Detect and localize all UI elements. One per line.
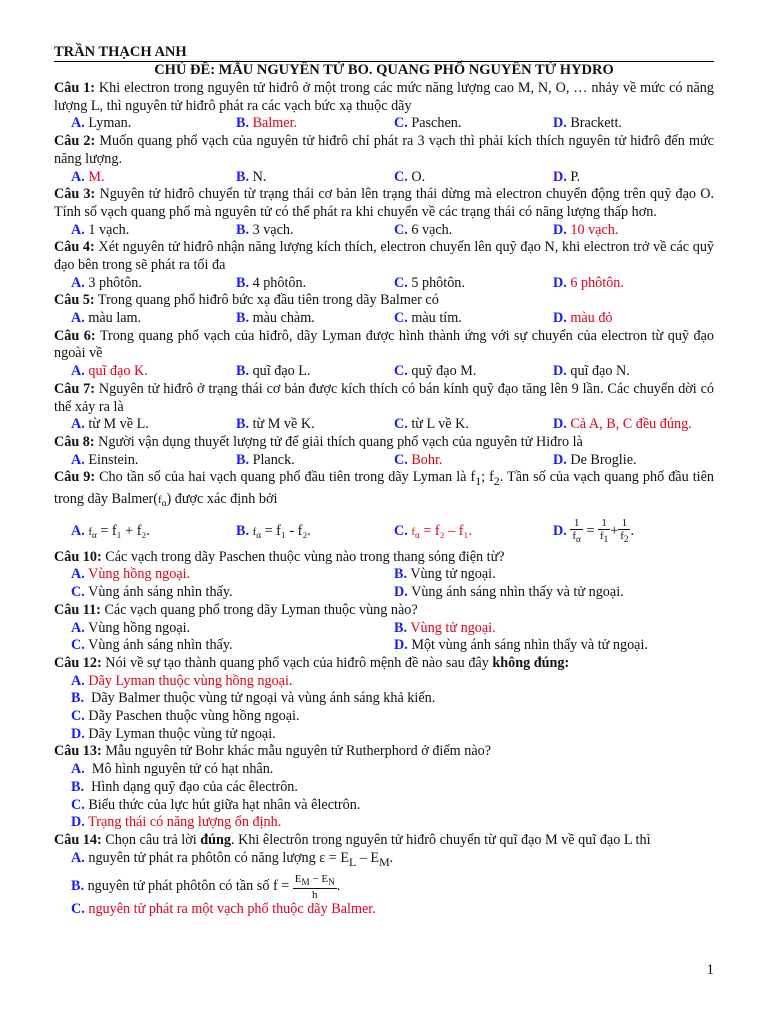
options-row	[54, 275, 714, 293]
page-number: 1	[706, 962, 714, 978]
option-d: D. Vùng ánh sáng nhìn thấy và tử ngoại.	[394, 584, 624, 601]
option-c: C. từ L về K.	[394, 416, 469, 433]
option-d: D. 10 vạch.	[553, 221, 619, 238]
option-b: B. nguyên tử phát phôtôn có tần số f = $\frac{E_M - E_N}{h}$ .	[71, 872, 341, 902]
options-row	[54, 363, 714, 381]
options-row	[54, 513, 714, 549]
question-text: Mẫu nguyên tử Bohr khác mẫu nguyên tử Rutherphord ở điểm nào?	[105, 743, 492, 760]
option-c: C. Bohr.	[394, 451, 443, 468]
option-a: A. nguyên tử phát ra phôtôn có năng lượng $\varepsilon = E_L - E_M$.	[71, 849, 394, 869]
option-b: B. 4 phôtôn.	[236, 274, 307, 291]
option-d: D. Trạng thái có năng lượng ổn định.	[71, 814, 282, 831]
option-c: C. màu tím.	[394, 310, 462, 327]
question-number: Câu 10:	[54, 548, 102, 565]
options-row	[54, 452, 714, 470]
option-d: D. De Broglie.	[553, 451, 637, 468]
option-c: C. Vùng ánh sáng nhìn thấy.	[71, 637, 233, 654]
option-a: A. từ M về L.	[71, 416, 149, 433]
option-c: C. nguyên tử phát ra một vạch phổ thuộc dãy Balmer.	[71, 901, 376, 918]
question-number: Câu 11:	[54, 601, 101, 618]
question-text: Nguyên tử hiđrô chuyển từ trạng thái cơ bản lên trạng thái dừng mà electron chuyển động trên quỹ đạo O. Tính số vạch quang phổ mà nguyên tử có thể phát ra khi chuyển về các trạng thái có năng lượng thấp hơn.	[54, 186, 714, 220]
question-2	[54, 133, 714, 168]
question-text: Các vạch quang phổ trong dãy Lyman thuộc vùng nào?	[104, 601, 418, 618]
question-number: Câu 7:	[54, 380, 95, 397]
option-a: A. 1 vạch.	[71, 221, 130, 238]
question-number: Câu 6:	[54, 327, 96, 344]
option-a: A. M.	[71, 168, 105, 185]
question-8	[54, 434, 714, 452]
option-d: D. Một vùng ánh sáng nhìn thấy và tử ngoại.	[394, 637, 648, 654]
options-row	[54, 416, 714, 434]
fraction-energy: $\frac{E_M - E_N}{h}$	[294, 872, 335, 902]
question-text: Muốn quang phổ vạch của nguyên tử hiđrô chỉ phát ra 3 vạch thì phải kích thích nguyên tử hiđrô đến mức năng lượng.	[54, 133, 714, 167]
option-c: C. Paschen.	[394, 115, 462, 132]
option-b: B. Vùng tử ngoại.	[394, 566, 496, 583]
fraction-falpha: $\frac{1}{f_\alpha}$	[572, 517, 581, 545]
question-12: Câu 12: Nói về sự tạo thành quang phổ vạch của hiđrô mệnh đề nào sau đây không đúng:	[54, 654, 570, 671]
options-row	[54, 169, 714, 187]
option-c: C. O.	[394, 168, 426, 185]
question-number: Câu 2:	[54, 133, 96, 150]
question-number: Câu 9:	[54, 469, 96, 486]
question-number: Câu 12:	[54, 654, 102, 671]
option-d: D. Brackett.	[553, 115, 622, 132]
document-title: CHỦ ĐỀ: MẪU NGUYÊN TỬ BO. QUANG PHỔ NGUYÊN TỬ HYDRO	[154, 62, 614, 78]
option-a: A. Lyman.	[71, 115, 132, 132]
option-b: B. Balmer.	[236, 115, 298, 132]
question-number: Câu 1:	[54, 80, 95, 96]
question-text: Xét nguyên tử hiđrô nhận năng lượng kích thích, electron chuyển lên quỹ đạo N, khi electron trở về các quỹ đạo bên trong sẽ phát ra tối đa	[54, 239, 715, 273]
question-7	[54, 381, 714, 416]
option-b: B. N.	[236, 168, 267, 185]
option-d: D. Cả A, B, C đều đúng.	[553, 416, 692, 433]
option-a: A. màu lam.	[71, 310, 142, 327]
question-text: Người vận dụng thuyết lượng tử để giải thích quang phổ vạch của nguyên tử Hiđro là	[98, 433, 583, 450]
question-6	[54, 328, 714, 363]
option-c: C. 6 vạch.	[394, 221, 453, 238]
option-d: D. P.	[553, 168, 581, 185]
options-row	[54, 566, 714, 584]
question-3	[54, 186, 714, 221]
option-c: C. Vùng ánh sáng nhìn thấy.	[71, 584, 233, 601]
document-page	[54, 44, 714, 919]
question-number: Câu 14:	[54, 831, 102, 848]
option-b: B. Dãy Balmer thuộc vùng tử ngoại và vùng ánh sáng khả kiến.	[71, 690, 436, 707]
option-b: B. từ M về K.	[236, 416, 315, 433]
option-d: D. Dãy Lyman thuộc vùng tử ngoại.	[71, 725, 276, 742]
question-text: Nói về sự tạo thành quang phổ vạch của hiđrô mệnh đề nào sau đây	[105, 654, 489, 671]
question-1	[54, 80, 714, 115]
option-b: B. Vùng tử ngoại.	[394, 619, 496, 636]
option-a: A. Einstein.	[71, 451, 139, 468]
option-a: A. quĩ đạo K.	[71, 363, 148, 380]
question-10	[54, 549, 714, 567]
option-c: C. Biểu thức của lực hút giữa hạt nhân và êlectrôn.	[71, 796, 361, 813]
option-b: B. $f_\alpha = f_1 - f_2$.	[236, 522, 311, 540]
options-row	[54, 310, 714, 328]
question-5	[54, 292, 714, 310]
option-b: B. 3 vạch.	[236, 221, 294, 238]
option-b: B. Planck.	[236, 451, 295, 468]
question-number: Câu 3:	[54, 186, 96, 203]
question-9: Câu 9: Cho tần số của hai vạch quang phổ đầu tiên trong dãy Lyman là $f_1$; $f_2$. Tần số của vạch quang phổ đầu tiên trong dãy $Balmer(f_\alpha)$ được xác định bởi	[54, 469, 714, 509]
options-row	[54, 584, 714, 602]
option-d: D. quĩ đạo N.	[553, 363, 630, 380]
fraction-f1: $\frac{1}{f_1}$	[599, 517, 609, 545]
option-c: C. $f_\alpha = f_2 - f_1$.	[394, 522, 472, 540]
author-name: TRẦN THẠCH ANH	[54, 44, 187, 60]
option-a: A. Vùng hồng ngoại.	[71, 566, 191, 583]
question-4	[54, 239, 714, 274]
option-b: B. quĩ đạo L.	[236, 363, 311, 380]
question-11	[54, 602, 714, 620]
option-d: D. $\frac{1}{f_\alpha}$ = $\frac{1}{f_1}$ + $\frac{1}{f_2}$ .	[553, 517, 634, 545]
question-text: Nguyên tử hiđrô ở trạng thái cơ bản được kích thích có bán kính quỹ đạo tăng lên 9 lần. Các chuyển dời có thể xảy ra là	[54, 380, 715, 415]
question-14: Câu 14: Chọn câu trả lời đúng. Khi êlectrôn trong nguyên tử hiđrô chuyển từ quĩ đạo M về quĩ đạo L thì	[54, 831, 651, 848]
options-row	[54, 620, 714, 638]
option-c: C. Dãy Paschen thuộc vùng hồng ngoại.	[71, 708, 300, 725]
question-text: Khi electron trong nguyên tử hiđrô ở một trong các mức năng lượng cao M, N, O, … nhảy về mức có năng lượng L, thì nguyên tử hiđrô phát ra các vạch bức xạ thuộc dãy	[54, 80, 714, 114]
question-number: Câu 5:	[54, 292, 95, 309]
options-row	[54, 115, 714, 133]
option-d: D. 6 phôtôn.	[553, 274, 624, 291]
question-number: Câu 13:	[54, 743, 102, 760]
question-number: Câu 8:	[54, 433, 95, 450]
option-a: A. Mô hình nguyên tử có hạt nhân.	[71, 761, 274, 778]
option-c: C. quỹ đạo M.	[394, 363, 477, 380]
option-c: C. 5 phôtôn.	[394, 274, 465, 291]
option-d: D. màu đỏ	[553, 310, 613, 327]
question-number: Câu 4:	[54, 239, 95, 256]
question-text: Trong quang phổ hiđrô bức xạ đầu tiên trong dãy Balmer có	[97, 292, 439, 309]
option-a: A. Dãy Lyman thuộc vùng hồng ngoại.	[71, 672, 293, 689]
question-text: Các vạch trong dãy Paschen thuộc vùng nào trong thang sóng điện từ?	[105, 548, 505, 565]
option-b: B. Hình dạng quỹ đạo của các êlectrôn.	[71, 778, 298, 795]
fraction-f2: $\frac{1}{f_2}$	[620, 517, 629, 545]
option-a: A. 3 phôtôn.	[71, 274, 142, 291]
options-row	[54, 222, 714, 240]
question-text: Trong quang phổ vạch của hiđrô, dãy Lyman được hình thành ứng với sự chuyển của electron từ quỹ đạo ngoài về	[54, 327, 714, 362]
option-b: B. màu chàm.	[236, 310, 315, 327]
options-row	[54, 637, 714, 655]
option-a: A. $f_\alpha = f_1 + f_2$.	[71, 522, 150, 540]
option-a: A. Vùng hồng ngoại.	[71, 619, 191, 636]
question-13	[54, 743, 714, 761]
